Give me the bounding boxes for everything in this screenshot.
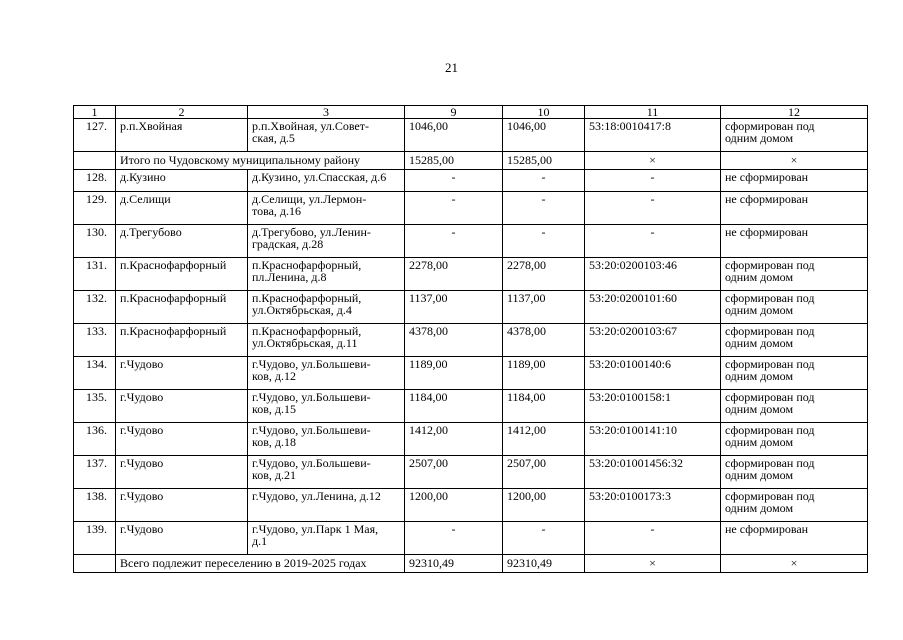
status-cell xyxy=(721,192,868,225)
row-number-cell: 128. xyxy=(74,170,116,192)
area-total-cell: 4378,00 xyxy=(405,324,503,357)
row-number-cell: 136. xyxy=(74,423,116,456)
table-row xyxy=(74,291,868,324)
settlement-cell: д.Трегубово xyxy=(116,225,248,258)
area-living-cell: 92310,49 xyxy=(503,555,585,573)
status-cell-line-2: одним домом xyxy=(725,336,794,350)
address-cell-line-1: г.Чудово, ул.Большеви- xyxy=(252,456,371,470)
address-cell-line-2: ков, д.12 xyxy=(252,369,296,383)
area-total-cell: 1137,00 xyxy=(405,291,503,324)
row-number-cell: 135. xyxy=(74,390,116,423)
settlement-cell: р.п.Хвойная xyxy=(116,119,248,152)
table-row xyxy=(74,119,868,152)
address-cell xyxy=(248,291,405,324)
row-number-cell: 131. xyxy=(74,258,116,291)
area-total-cell: 1189,00 xyxy=(405,357,503,390)
address-cell-line-2: това, д.16 xyxy=(252,204,302,218)
status-cell-line-1: сформирован под xyxy=(725,390,815,404)
area-living-cell: 1184,00 xyxy=(503,390,585,423)
status-cell-line-2: одним домом xyxy=(725,501,794,515)
header-cell: 2 xyxy=(116,106,248,119)
address-cell xyxy=(248,456,405,489)
address-cell-line-2: пл.Ленина, д.8 xyxy=(252,270,327,284)
address-cell-line-2: ул.Октябрьская, д.11 xyxy=(252,336,358,350)
address-cell xyxy=(248,119,405,152)
table-row xyxy=(74,324,868,357)
resettlement-table xyxy=(73,105,868,573)
header-cell: 10 xyxy=(503,106,585,119)
empty-cell xyxy=(74,555,116,573)
settlement-cell: г.Чудово xyxy=(116,390,248,423)
grand-total-row xyxy=(74,555,868,573)
status-cell-line-1: сформирован под xyxy=(725,258,815,272)
status-cell-line-2: одним домом xyxy=(725,402,794,416)
cadastral-cell: 53:20:0200101:60 xyxy=(585,291,721,324)
cadastral-cell: 53:20:0100173:3 xyxy=(585,489,721,522)
cadastral-cell: 53:20:0100141:10 xyxy=(585,423,721,456)
address-cell-line-1: д.Трегубово, ул.Ленин- xyxy=(252,225,371,239)
table-row xyxy=(74,192,868,225)
status-cell xyxy=(721,258,868,291)
address-cell-line-1: р.п.Хвойная, ул.Совет- xyxy=(252,119,369,133)
area-living-cell: 1200,00 xyxy=(503,489,585,522)
address-cell-line-2: градская, д.28 xyxy=(252,237,324,251)
area-total-cell: 1046,00 xyxy=(405,119,503,152)
subtotal-row xyxy=(74,152,868,170)
table-row xyxy=(74,225,868,258)
settlement-cell: п.Краснофарфорный xyxy=(116,258,248,291)
header-cell: 11 xyxy=(585,106,721,119)
row-number-cell: 139. xyxy=(74,522,116,555)
area-total-cell: - xyxy=(405,522,503,555)
status-cell xyxy=(721,456,868,489)
status-cell xyxy=(721,390,868,423)
address-cell xyxy=(248,225,405,258)
header-row xyxy=(74,106,868,119)
address-cell-line-1: г.Чудово, ул.Большеви- xyxy=(252,423,371,437)
row-number-cell: 132. xyxy=(74,291,116,324)
status-cell xyxy=(721,522,868,555)
area-living-cell: 1189,00 xyxy=(503,357,585,390)
address-cell-line-1: д.Селищи, ул.Лермон- xyxy=(252,192,367,206)
area-living-cell: - xyxy=(503,192,585,225)
settlement-cell: д.Кузино xyxy=(116,170,248,192)
address-cell xyxy=(248,324,405,357)
area-total-cell: - xyxy=(405,225,503,258)
area-living-cell: 4378,00 xyxy=(503,324,585,357)
status-cell-line-1: сформирован под xyxy=(725,423,815,437)
area-living-cell: 2507,00 xyxy=(503,456,585,489)
settlement-cell: г.Чудово xyxy=(116,357,248,390)
cadastral-cell: × xyxy=(585,152,721,170)
status-cell xyxy=(721,324,868,357)
address-cell-line-2: ков, д.18 xyxy=(252,435,296,449)
area-total-cell: 92310,49 xyxy=(405,555,503,573)
cadastral-cell: 53:20:0200103:67 xyxy=(585,324,721,357)
cadastral-cell: 53:18:0010417:8 xyxy=(585,119,721,152)
settlement-cell: г.Чудово xyxy=(116,456,248,489)
status-cell-line-1: сформирован под xyxy=(725,357,815,371)
area-living-cell: - xyxy=(503,225,585,258)
area-living-cell: 15285,00 xyxy=(503,152,585,170)
total-label: Итого по Чудовскому муниципальному району xyxy=(116,152,405,170)
area-total-cell: - xyxy=(405,192,503,225)
status-cell-line-1: не сформирован xyxy=(725,522,809,536)
area-total-cell: 1184,00 xyxy=(405,390,503,423)
table-row xyxy=(74,390,868,423)
status-cell: × xyxy=(721,555,868,573)
address-cell-line-2: ков, д.15 xyxy=(252,402,296,416)
status-cell xyxy=(721,225,868,258)
area-total-cell: 2278,00 xyxy=(405,258,503,291)
status-cell-line-2: одним домом xyxy=(725,270,794,284)
row-number-cell: 127. xyxy=(74,119,116,152)
address-cell-line-1: г.Чудово, ул.Большеви- xyxy=(252,357,371,371)
area-living-cell: 1137,00 xyxy=(503,291,585,324)
area-total-cell: - xyxy=(405,170,503,192)
status-cell-line-1: сформирован под xyxy=(725,291,815,305)
cadastral-cell: - xyxy=(585,225,721,258)
status-cell-line-2: одним домом xyxy=(725,468,794,482)
header-cell: 9 xyxy=(405,106,503,119)
row-number-cell: 133. xyxy=(74,324,116,357)
table-row xyxy=(74,456,868,489)
address-cell xyxy=(248,489,405,522)
area-total-cell: 2507,00 xyxy=(405,456,503,489)
table-row xyxy=(74,423,868,456)
area-total-cell: 15285,00 xyxy=(405,152,503,170)
page-number: 21 xyxy=(445,60,458,75)
status-cell xyxy=(721,291,868,324)
status-cell xyxy=(721,423,868,456)
table-row xyxy=(74,522,868,555)
address-cell-line-1: д.Кузино, ул.Спасская, д.6 xyxy=(252,170,387,184)
area-living-cell: 2278,00 xyxy=(503,258,585,291)
settlement-cell: г.Чудово xyxy=(116,423,248,456)
cadastral-cell: 53:20:0100158:1 xyxy=(585,390,721,423)
area-living-cell: 1412,00 xyxy=(503,423,585,456)
cadastral-cell: 53:20:0200103:46 xyxy=(585,258,721,291)
status-cell-line-1: сформирован под xyxy=(725,456,815,470)
cadastral-cell: × xyxy=(585,555,721,573)
cadastral-cell: - xyxy=(585,522,721,555)
status-cell-line-1: не сформирован xyxy=(725,225,809,239)
address-cell xyxy=(248,192,405,225)
address-cell xyxy=(248,170,405,192)
table-row xyxy=(74,258,868,291)
address-cell-line-2: ков, д.21 xyxy=(252,468,296,482)
address-cell-line-1: г.Чудово, ул.Парк 1 Мая, xyxy=(252,522,379,536)
address-cell xyxy=(248,522,405,555)
address-cell xyxy=(248,357,405,390)
status-cell-line-1: сформирован под xyxy=(725,324,815,338)
area-living-cell: - xyxy=(503,170,585,192)
settlement-cell: п.Краснофарфорный xyxy=(116,291,248,324)
cadastral-cell: - xyxy=(585,170,721,192)
address-cell xyxy=(248,258,405,291)
row-number-cell: 130. xyxy=(74,225,116,258)
header-cell: 12 xyxy=(721,106,868,119)
address-cell-line-1: г.Чудово, ул.Ленина, д.12 xyxy=(252,489,381,503)
status-cell-line-2: одним домом xyxy=(725,303,794,317)
row-number-cell: 134. xyxy=(74,357,116,390)
area-living-cell: - xyxy=(503,522,585,555)
status-cell-line-1: сформирован под xyxy=(725,119,815,133)
address-cell xyxy=(248,390,405,423)
status-cell xyxy=(721,170,868,192)
status-cell xyxy=(721,489,868,522)
cadastral-cell: 53:20:0100140:6 xyxy=(585,357,721,390)
table-row xyxy=(74,489,868,522)
row-number-cell: 137. xyxy=(74,456,116,489)
header-cell: 3 xyxy=(248,106,405,119)
status-cell-line-2: одним домом xyxy=(725,369,794,383)
status-cell-line-1: не сформирован xyxy=(725,170,809,184)
status-cell xyxy=(721,357,868,390)
area-total-cell: 1200,00 xyxy=(405,489,503,522)
total-label: Всего подлежит переселению в 2019-2025 годах xyxy=(116,555,405,573)
area-living-cell: 1046,00 xyxy=(503,119,585,152)
cadastral-cell: 53:20:01001456:32 xyxy=(585,456,721,489)
address-cell-line-1: п.Краснофарфорный, xyxy=(252,258,362,272)
address-cell-line-2: ул.Октябрьская, д.4 xyxy=(252,303,352,317)
status-cell xyxy=(721,119,868,152)
address-cell-line-2: ская, д.5 xyxy=(252,131,295,145)
table-row xyxy=(74,170,868,192)
address-cell-line-1: п.Краснофарфорный, xyxy=(252,324,362,338)
status-cell-line-1: не сформирован xyxy=(725,192,809,206)
status-cell-line-2: одним домом xyxy=(725,435,794,449)
table-row xyxy=(74,357,868,390)
status-cell-line-2: одним домом xyxy=(725,131,794,145)
address-cell-line-2: д.1 xyxy=(252,534,268,548)
row-number-cell: 138. xyxy=(74,489,116,522)
header-cell: 1 xyxy=(74,106,116,119)
settlement-cell: д.Селищи xyxy=(116,192,248,225)
empty-cell xyxy=(74,152,116,170)
settlement-cell: г.Чудово xyxy=(116,522,248,555)
status-cell: × xyxy=(721,152,868,170)
address-cell-line-1: г.Чудово, ул.Большеви- xyxy=(252,390,371,404)
address-cell-line-1: п.Краснофарфорный, xyxy=(252,291,362,305)
cadastral-cell: - xyxy=(585,192,721,225)
row-number-cell: 129. xyxy=(74,192,116,225)
address-cell xyxy=(248,423,405,456)
area-total-cell: 1412,00 xyxy=(405,423,503,456)
settlement-cell: г.Чудово xyxy=(116,489,248,522)
status-cell-line-1: сформирован под xyxy=(725,489,815,503)
settlement-cell: п.Краснофарфорный xyxy=(116,324,248,357)
